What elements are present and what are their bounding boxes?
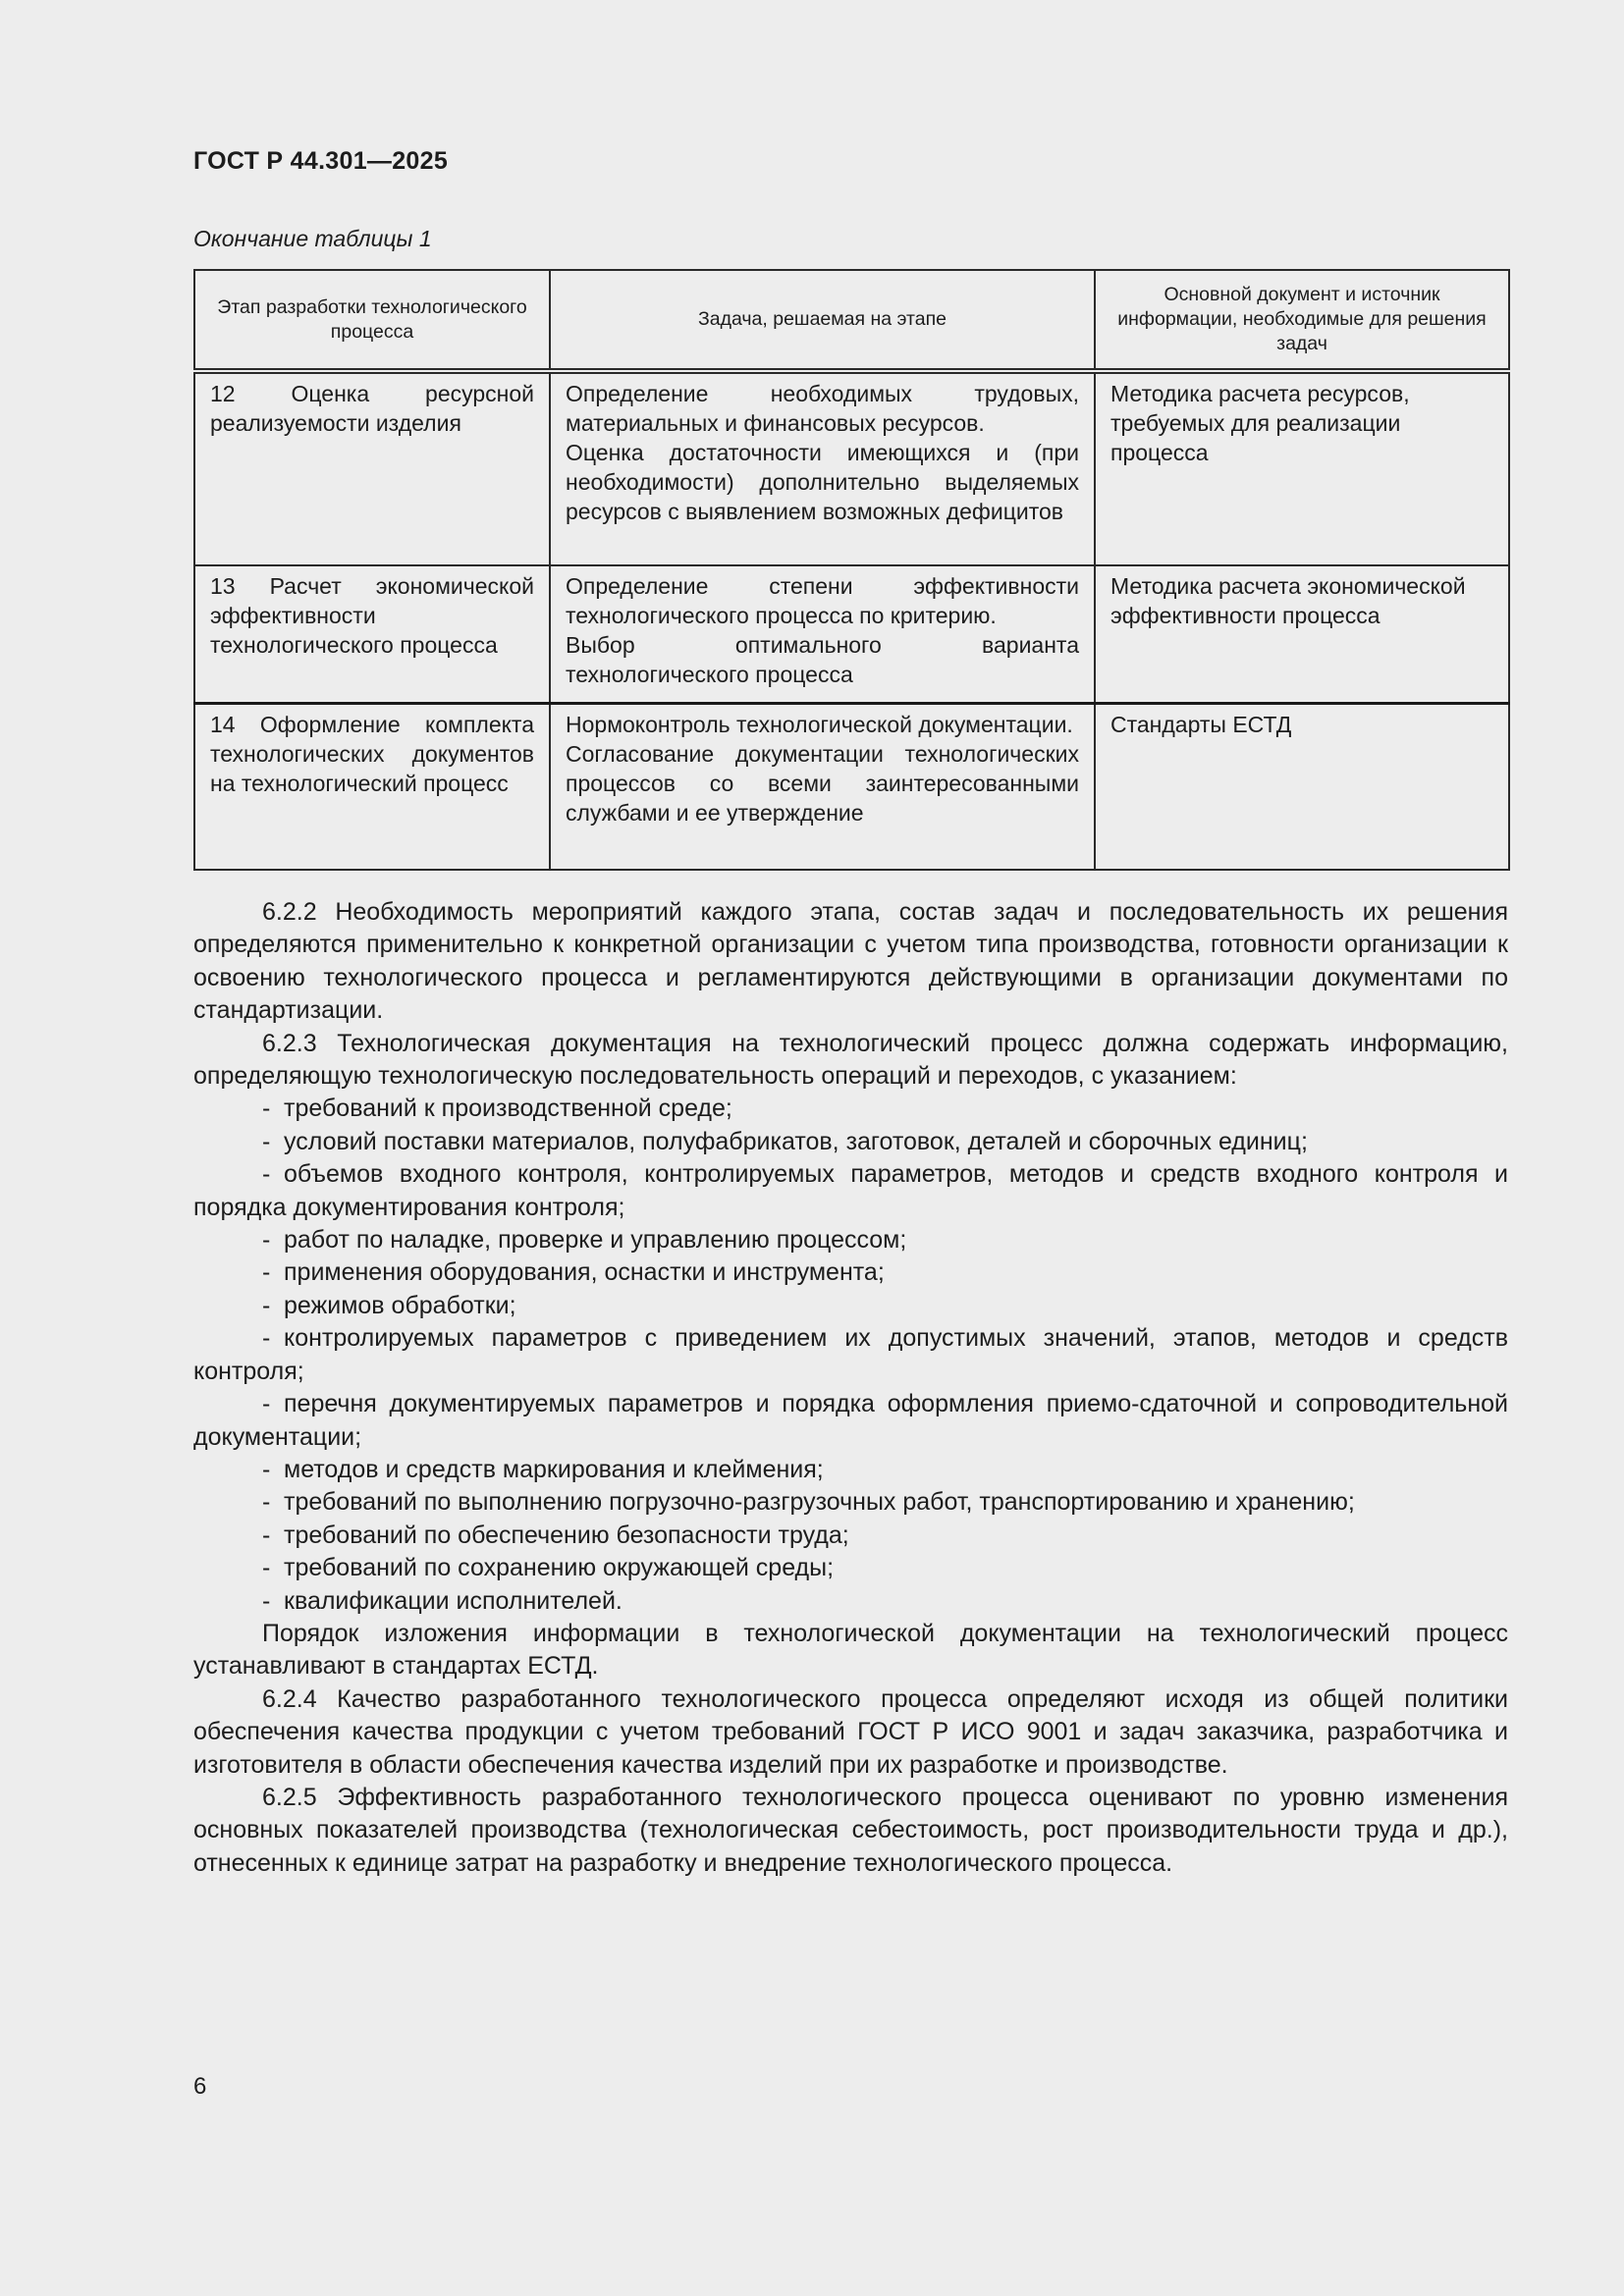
task-line: Определение степени эффективности технологического процесса по критерию.: [566, 573, 1079, 628]
list-item-text: квалификации исполнителей.: [284, 1586, 623, 1615]
list-item: [193, 1388, 1508, 1454]
source-cell: Стандарты ЕСТД: [1095, 703, 1509, 870]
list-item-text: методов и средств маркирования и клеймения;: [284, 1455, 824, 1483]
list-item-text: применения оборудования, оснастки и инструмента;: [284, 1258, 885, 1287]
table-caption: Окончание таблицы 1: [193, 226, 432, 251]
stage-cell: 12 Оценка ресурсной реализуемости изделия: [194, 371, 550, 565]
task-cell: [550, 565, 1095, 703]
list-dash: -: [262, 1488, 271, 1517]
body-text: [193, 896, 1508, 1880]
task-line: Определение необходимых трудовых, материальных и финансовых ресурсов.: [566, 381, 1079, 436]
list-item-text: работ по наладке, проверке и управлению процессом;: [284, 1226, 907, 1255]
list-dash: -: [262, 1521, 271, 1549]
list-dash: -: [262, 1160, 271, 1189]
list-item-text: требований по обеспечению безопасности труда;: [284, 1521, 849, 1549]
list-dash: -: [262, 1291, 271, 1319]
list-dash: -: [262, 1258, 271, 1287]
task-cell: [550, 703, 1095, 870]
source-cell: Методика расчета ресурсов, требуемых для реализации процесса: [1095, 371, 1509, 565]
list-item: [193, 1520, 1508, 1552]
task-cell: [550, 371, 1095, 565]
list-item: [193, 1552, 1508, 1584]
document-code: ГОСТ Р 44.301—2025: [193, 147, 449, 175]
paragraph-6-2-5: 6.2.5 Эффективность разработанного технологического процесса оценивают по уровню изменения основных показателей производства (технологическая себестоимость, рост производительности труда и др.), отнесенных к единице затрат на разработку и внедрение технологического процесса.: [193, 1783, 1508, 1877]
list-dash: -: [262, 1390, 271, 1418]
list-item-text: требований по выполнению погрузочно-разгрузочных работ, транспортированию и хранению;: [284, 1488, 1355, 1517]
list-item: [193, 1322, 1508, 1388]
list-item-text: требований по сохранению окружающей среды;: [284, 1554, 835, 1582]
list-item-text: режимов обработки;: [284, 1291, 516, 1319]
column-header-source: Основной документ и источник информации, необходимые для решения задач: [1095, 270, 1509, 371]
table-header-row: [194, 270, 1509, 371]
table-row: [194, 703, 1509, 870]
list-item: [193, 1126, 1508, 1158]
list-item: [193, 1224, 1508, 1256]
source-cell: Методика расчета экономической эффективности процесса: [1095, 565, 1509, 703]
stage-cell: 13 Расчет экономической эффективности технологического процесса: [194, 565, 550, 703]
list-dash: -: [262, 1455, 271, 1483]
list-item: [193, 1585, 1508, 1618]
page-number: 6: [193, 2073, 207, 2100]
list-item: [193, 1290, 1508, 1322]
list-item-text: контролируемых параметров с приведением их допустимых значений, этапов, методов и средств контроля;: [193, 1324, 1508, 1385]
list-dash: -: [262, 1095, 271, 1123]
paragraph-6-2-3: 6.2.3 Технологическая документация на технологический процесс должна содержать информацию, определяющую технологическую последовательность операций и переходов, с указанием:: [193, 1029, 1508, 1091]
list-dash: -: [262, 1586, 271, 1615]
list-dash: -: [262, 1226, 271, 1255]
list-item: [193, 1093, 1508, 1125]
paragraph-order: Порядок изложения информации в технологической документации на технологический процесс устанавливают в стандартах ЕСТД.: [193, 1619, 1508, 1681]
task-line: Выбор оптимального варианта технологического процесса: [566, 632, 1079, 687]
task-line: Оценка достаточности имеющихся и (при необходимости) дополнительно выделяемых ресурсов с выявлением возможных дефицитов: [566, 440, 1079, 524]
list-item: [193, 1486, 1508, 1519]
table-row: [194, 565, 1509, 703]
list-dash: -: [262, 1127, 271, 1155]
list-item: [193, 1256, 1508, 1289]
column-header-task: Задача, решаемая на этапе: [550, 270, 1095, 371]
stages-table: [193, 269, 1510, 871]
list-dash: -: [262, 1324, 271, 1353]
paragraph-6-2-2: 6.2.2 Необходимость мероприятий каждого этапа, состав задач и последовательность их решения определяются применительно к конкретной организации с учетом типа производства, готовности организации к освоению технологического процесса и регламентируются действующими в организации документами по стандартизации.: [193, 898, 1508, 1025]
paragraph-6-2-4: 6.2.4 Качество разработанного технологического процесса определяют исходя из общей политики обеспечения качества продукции с учетом требований ГОСТ Р ИСО 9001 и задач заказчика, разработчика и изготовителя в области обеспечения качества изделий при их разработке и производстве.: [193, 1684, 1508, 1779]
list-item-text: условий поставки материалов, полуфабрикатов, заготовок, деталей и сборочных единиц;: [284, 1127, 1308, 1155]
list-dash: -: [262, 1554, 271, 1582]
stage-cell: 14 Оформление комплекта технологических документов на технологический процесс: [194, 703, 550, 870]
list-item: [193, 1158, 1508, 1224]
task-line: Нормоконтроль технологической документации.: [566, 711, 1073, 737]
list-item: [193, 1454, 1508, 1486]
column-header-stage: Этап разработки технологического процесса: [194, 270, 550, 371]
list-item-text: требований к производственной среде;: [284, 1095, 732, 1123]
task-line: Согласование документации технологических процессов со всеми заинтересованными службами и ее утверждение: [566, 740, 1079, 826]
list-item-text: объемов входного контроля, контролируемых параметров, методов и средств входного контроля и порядка документирования контроля;: [193, 1160, 1508, 1221]
table-row: [194, 371, 1509, 565]
list-item-text: перечня документируемых параметров и порядка оформления приемо-сдаточной и сопроводительной документации;: [193, 1390, 1508, 1451]
